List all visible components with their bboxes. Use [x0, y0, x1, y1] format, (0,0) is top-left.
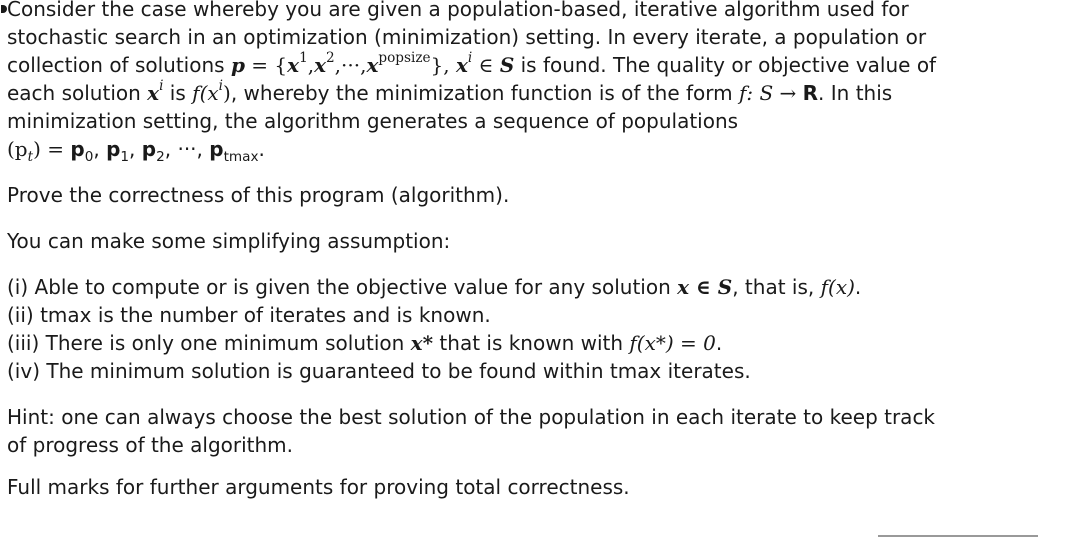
hint-line-1: Hint: one can always choose the best solution of the population in each iterate to keep track — [7, 405, 936, 429]
prompt-text: Prove the correctness of this program (algorithm). — [7, 183, 510, 207]
question-line-2: stochastic search in an optimization (minimization) setting. In every iterate, a population or — [7, 25, 927, 49]
question-line-3: collection of solutions $p = \{x^1,x^2,\cdot\cdot\cdot,x^{popsize}\}$, $x^i$ ∈ S is found. The quality or objective value of — [7, 50, 937, 77]
full-marks-note: Full marks for further arguments for proving total correctness. — [7, 475, 630, 499]
assumption-4: (iv) The minimum solution is guaranteed to be found within tmax iterates. — [7, 359, 751, 383]
hint-line-2: of progress of the algorithm. — [7, 433, 294, 457]
assumption-1: (i) Able to compute or is given the objective value for any solution x ∈ S, that is, f(x). — [7, 275, 862, 299]
assumption-3: (iii) There is only one minimum solution x* that is known with f(x*) = 0. — [7, 331, 723, 355]
assumption-2: (ii) tmax is the number of iterates and is known. — [7, 303, 491, 327]
question-line-4: each solution $x^i$ is $f(x^i)$, whereby the minimization function is of the form f: S → R. In this — [7, 78, 893, 105]
question-line-1: Consider the case whereby you are given a population-based, iterative algorithm used for — [7, 0, 909, 21]
question-document — [7, 0, 1057, 501]
question-line-6: $(p_t) = p_0$, $p_1$, $p_2$, ···, $p_{tmax}$. — [7, 137, 265, 165]
question-line-5: minimization setting, the algorithm generates a sequence of populations — [7, 109, 739, 133]
assumptions-intro: You can make some simplifying assumption: — [7, 229, 451, 253]
cropped-marks-indicator — [878, 535, 1038, 545]
